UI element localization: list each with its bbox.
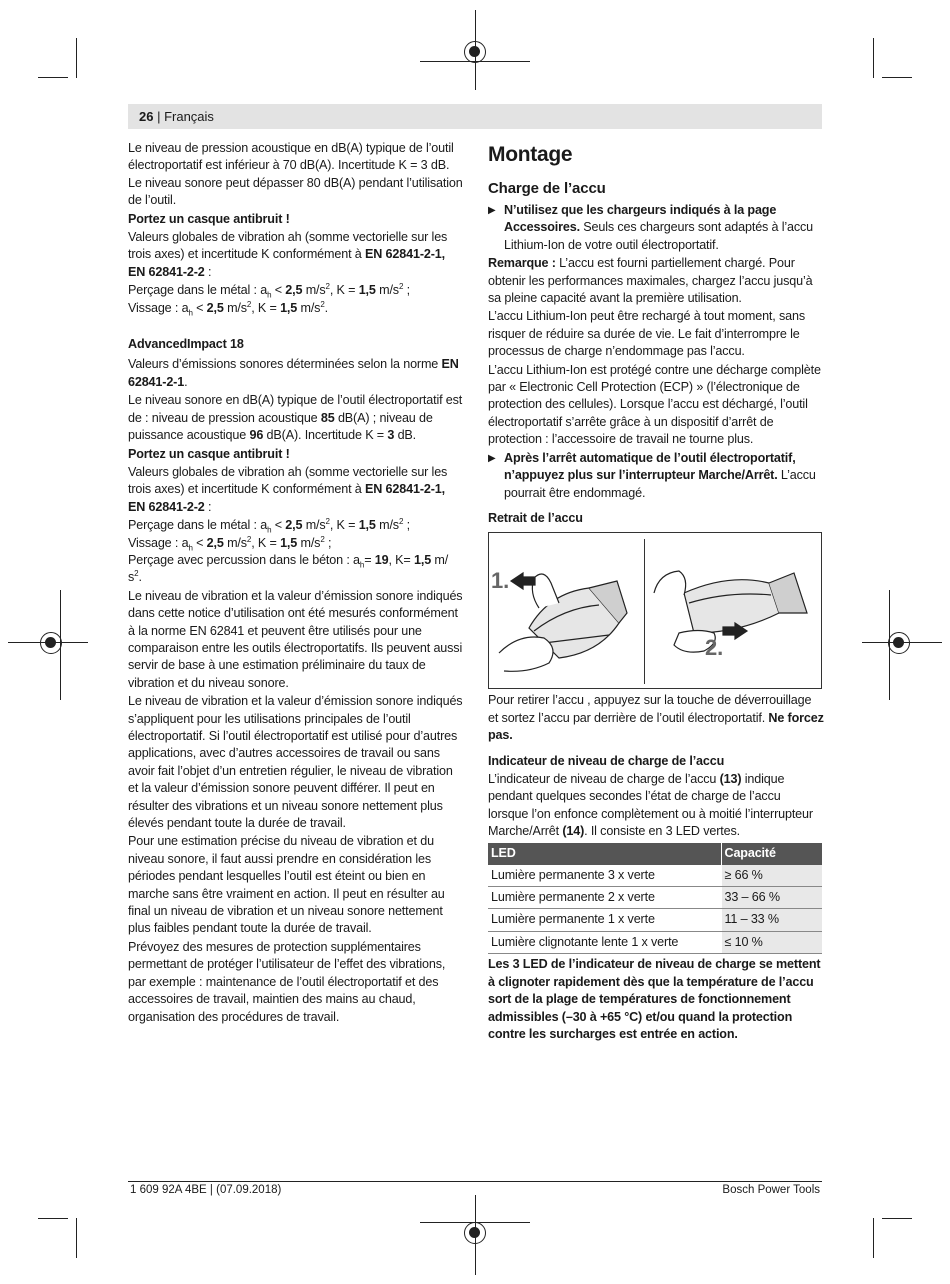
sound-levels-paragraph: Le niveau sonore en dB(A) typique de l’outil électroportatif est de : niveau de pression acoustique 85 dB(A) ; niveau de puissance acoustique 96 dB(A). Incertitude K = 3 dB. bbox=[128, 393, 463, 443]
page-number: 26 bbox=[139, 109, 154, 124]
vibration-paragraph: Valeurs globales de vibration ah (somme vectorielle sur les trois axes) et incertitude K conformément à EN 62841-2-1, EN 62841-2-2 : bbox=[128, 230, 448, 279]
table-header-row bbox=[488, 843, 822, 865]
column-header-led: LED bbox=[488, 843, 721, 865]
paragraph: Le niveau de pression acoustique en dB(A) typique de l’outil électroportatif est inférieur à 70 dB(A). Incertitude K = 3 dB. Le niveau sonore peut dépasser 80 dB(A) pendant l’utilisation de l’outil. bbox=[128, 141, 463, 208]
paragraph: L’accu Lithium-Ion peut être rechargé à tout moment, sans risquer de réduire sa durée de vie. Le fait d’interrompre le processus de charge n’endommage pas l’accu. bbox=[488, 309, 805, 359]
emission-paragraph: Valeurs d’émissions sonores déterminées selon la norme EN 62841-2-1. bbox=[128, 357, 459, 389]
vibration-paragraph: Valeurs globales de vibration ah (somme vectorielle sur les trois axes) et incertitude K conformément à EN 62841-2-1, EN 62841-2-2 : bbox=[128, 464, 448, 514]
page-language: Français bbox=[164, 109, 214, 124]
remark-paragraph: Remarque : L’accu est fourni partiellement chargé. Pour obtenir les performances maximales, chargez l’accu jusqu’à sa pleine capacité avant la première utilisation. bbox=[488, 256, 813, 306]
registration-mark bbox=[40, 632, 62, 654]
bullet-arrow-icon: ▶ bbox=[488, 452, 496, 464]
table-cell-led: Lumière permanente 3 x verte bbox=[488, 865, 721, 887]
crop-mark bbox=[882, 1218, 912, 1219]
indicator-title: Indicateur de niveau de charge de l’accu bbox=[488, 753, 725, 768]
crop-mark bbox=[882, 77, 912, 78]
battery-removal-illustration bbox=[488, 532, 822, 689]
table-row bbox=[488, 865, 822, 887]
crop-mark bbox=[76, 38, 77, 78]
section-title: Montage bbox=[488, 143, 573, 166]
bullet-arrow-icon: ▶ bbox=[488, 205, 496, 216]
table-row bbox=[488, 909, 822, 931]
table-cell-capacity: ≤ 10 % bbox=[721, 931, 822, 953]
table-cell-led: Lumière permanente 2 x verte bbox=[488, 887, 721, 909]
indicator-paragraph: L’indicateur de niveau de charge de l’accu (13) indique pendant quelques secondes l’état de charge de l’accu lorsque l’on enfonce complètement ou à moitié l’interrupteur Marche/Arrêt (14). Il consiste en 3 LED vertes. bbox=[488, 771, 813, 839]
crop-mark bbox=[76, 1218, 77, 1258]
step-two-label: 2. bbox=[705, 635, 724, 661]
led-capacity-table bbox=[488, 843, 822, 955]
paragraph: Pour une estimation précise du niveau de vibration et du niveau sonore, il faut aussi prendre en considération les périodes pendant lesquelles l’outil est éteint ou bien en marche sans être vraiment en action. Il peut en résulter au final un niveau de vibration et un niveau sonore nettement plus faibles pendant toute la durée de travail. bbox=[128, 834, 445, 936]
table-row bbox=[488, 887, 822, 909]
table-cell-led: Lumière permanente 1 x verte bbox=[488, 909, 721, 931]
led-warning-paragraph: Les 3 LED de l’indicateur de niveau de charge se mettent à clignoter rapidement dès que la température de l’accu sort de la plage de températures de fonctionnement admissibles (–30 à +65 °C) et/ou quand la protection contre les surcharges est entrée en action. bbox=[488, 957, 821, 1041]
column-header-capacity: Capacité bbox=[721, 843, 822, 865]
vibration-values: Perçage dans le métal : $a_h < 2,5$ $m/s^2$, K = 1,5 $m/s^2$ ; Vissage : $a_h < 2,5$ $m/s^2$, K = 1,5 $m/s^2$. bbox=[128, 282, 410, 318]
registration-mark bbox=[888, 632, 910, 654]
table-cell-capacity: 11 – 33 % bbox=[721, 909, 822, 931]
crop-mark bbox=[38, 1218, 68, 1219]
crop-mark bbox=[873, 38, 874, 78]
figure-divider bbox=[644, 539, 645, 684]
removal-paragraph: Pour retirer l’accu , appuyez sur la touche de déverrouillage et sortez l’accu par derrière de l’outil électroportatif. Ne forcez pas. bbox=[488, 693, 824, 743]
table-cell-capacity: ≥ 66 % bbox=[721, 865, 822, 887]
table-cell-capacity: 33 – 66 % bbox=[721, 887, 822, 909]
table-row bbox=[488, 931, 822, 953]
step-one-label: 1. bbox=[491, 568, 510, 594]
page-header: 26 | Français bbox=[128, 104, 822, 129]
footer-divider bbox=[128, 1181, 822, 1182]
subsection-title: Charge de l’accu bbox=[488, 180, 606, 197]
footer-document-number: 1 609 92A 4BE | (07.09.2018) bbox=[130, 1184, 282, 1196]
left-column bbox=[128, 140, 464, 1027]
safety-bullet: ▶ N’utilisez que les chargeurs indiqués à la page Accessoires. Seuls ces chargeurs sont adaptés à l’accu Lithium-Ion de votre outil électroportatif. bbox=[488, 203, 814, 252]
crop-mark bbox=[873, 1218, 874, 1258]
crop-mark bbox=[38, 77, 68, 78]
right-column bbox=[488, 140, 824, 1044]
battery-removal-drawing bbox=[489, 533, 821, 688]
paragraph: L’accu Lithium-Ion est protégé contre une décharge complète par « Electronic Cell Protection (ECP) » (l’électronique de protection des cellules). Lorsque l’accu est déchargé, l’outil électroportatif s’arrête grâce à un dispositif d’arrêt de protection : l’accessoire de travail ne tourne plus. bbox=[488, 362, 821, 447]
removal-title: Retrait de l’accu bbox=[488, 510, 583, 525]
registration-mark bbox=[464, 1222, 486, 1244]
product-name: AdvancedImpact 18 bbox=[128, 337, 244, 352]
safety-bullet: ▶ Après l’arrêt automatique de l’outil électroportatif, n’appuyez plus sur l’interrupteur Marche/Arrêt. L’accu pourrait être endommagé. bbox=[488, 450, 816, 500]
vibration-values: Perçage dans le métal : $a_h < 2,5$ $m/s^2$, K = 1,5 $m/s^2$ ; Vissage : $a_h < 2,5$ $m/s^2$, K = 1,5 $m/s^2$ ; Perçage avec percussion dans le béton : $a_h= 19$, K= 1,5 m/ $s^2$. bbox=[128, 516, 449, 585]
paragraph: Le niveau de vibration et la valeur d’émission sonore indiqués dans cette notice d’utilisation ont été mesurés conformément à la norme EN 62841 et peuvent être utilisés pour une comparaison entre les outils électroportatifs. Ils peuvent aussi servir de base à une estimation préliminaire du taux de vibration et du niveau sonore. bbox=[128, 588, 463, 690]
paragraph: Le niveau de vibration et la valeur d’émission sonore indiqués s’appliquent pour les utilisations principales de l’outil électroportatif. Si l’outil électroportatif est utilisé pour d’autres applications, avec d’autres accessoires de travail ou sans avoir fait l’objet d’un entretien régulier, le niveau de vibration et la valeur d’émission sonore peuvent différer. Il peut en résulter des vibrations et un niveau sonore nettement plus élevés pendant toute la durée de travail. bbox=[128, 694, 463, 831]
registration-mark bbox=[464, 41, 486, 63]
paragraph: Prévoyez des mesures de protection supplémentaires permettant de protéger l’utilisateur de l’effet des vibrations, par exemple : maintenance de l’outil électroportatif et des accessoires de travail, maintien des mains au chaud, organisation des procédures de travail. bbox=[128, 939, 446, 1024]
footer-brand: Bosch Power Tools bbox=[722, 1184, 820, 1196]
warning-ear-protection: Portez un casque antibruit ! bbox=[128, 446, 290, 461]
warning-ear-protection: Portez un casque antibruit ! bbox=[128, 211, 290, 226]
table-cell-led: Lumière clignotante lente 1 x verte bbox=[488, 931, 721, 953]
